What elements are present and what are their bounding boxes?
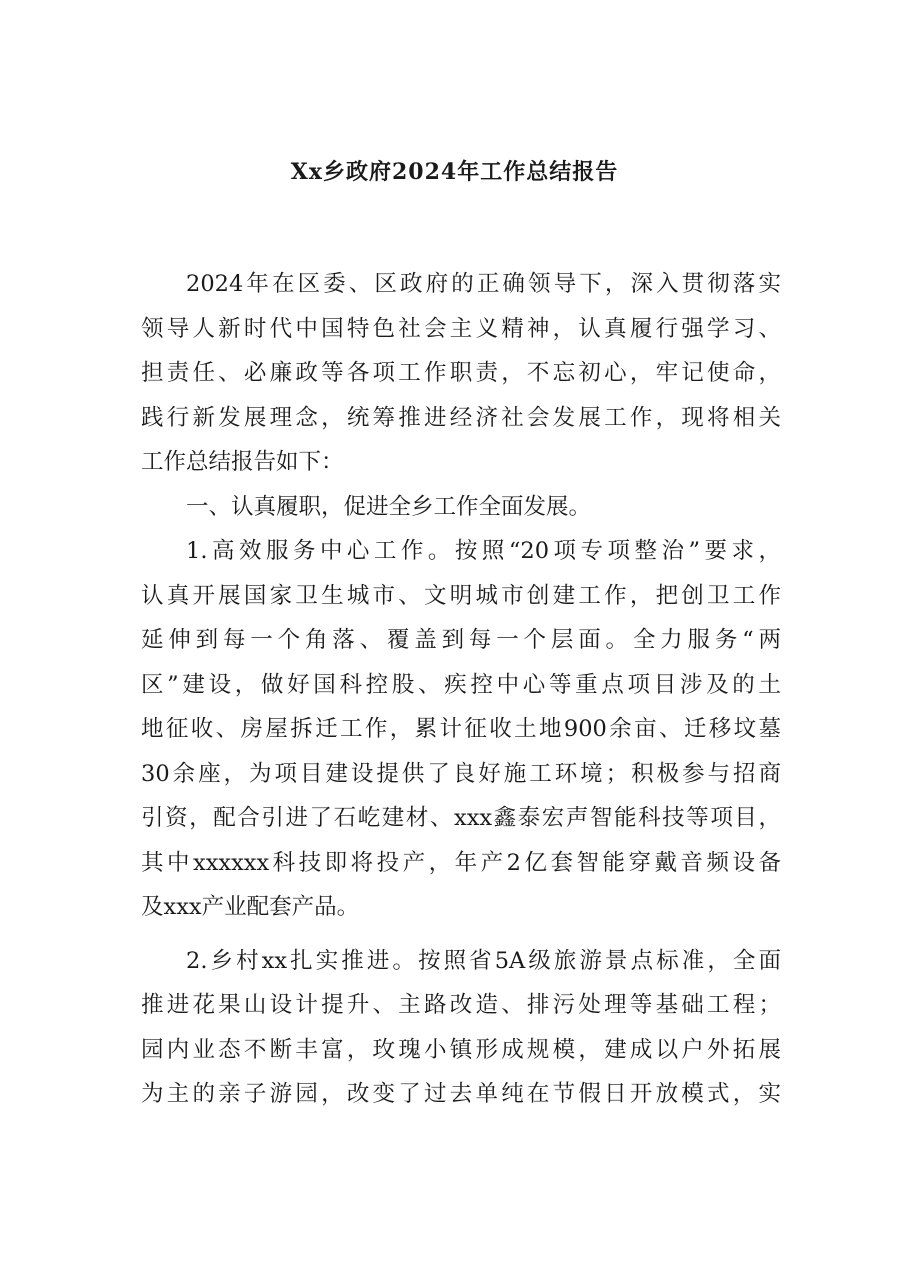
text-line: 区”建设，做好国科控股、疾控中心等重点项目涉及的土 <box>141 671 781 698</box>
text-line: 其中xxxxxx科技即将投产，年产2亿套智能穿戴音频设备 <box>141 849 781 876</box>
text-line: 担责任、必廉政等各项工作职责，不忘初心，牢记使命， <box>141 360 781 386</box>
document-body <box>141 262 781 1117</box>
text-line: 认真开展国家卫生城市、文明城市创建工作，把创卫工作 <box>141 582 781 609</box>
document-title: Xx乡政府2024年工作总结报告 <box>290 159 619 185</box>
text-line: 延伸到每一个角落、覆盖到每一个层面。全力服务“两 <box>141 627 781 653</box>
text-line: 推进花果山设计提升、主路改造、排污处理等基础工程； <box>141 992 781 1018</box>
text-line: 2.乡村xx扎实推进。按照省5A级旅游景点标准，全面 <box>186 947 781 974</box>
text-line: 领导人新时代中国特色社会主义精神，认真履行强学习、 <box>141 315 781 342</box>
text-line: 引资，配合引进了石屹建材、xxx鑫泰宏声智能科技等项目， <box>141 805 781 831</box>
text-line: 2024年在区委、区政府的正确领导下，深入贯彻落实 <box>186 271 781 297</box>
paragraph-gap <box>141 930 781 939</box>
text-line: 30余座，为项目建设提供了良好施工环境；积极参与招商 <box>141 760 781 787</box>
text-line: 工作总结报告如下： <box>141 449 344 475</box>
text-line: 践行新发展理念，统筹推进经济社会发展工作，现将相关 <box>141 404 781 431</box>
text-line: 地征收、房屋拆迁工作，累计征收土地900余亩、迁移坟墓 <box>141 716 781 742</box>
text-line: 及xxx产业配套产品。 <box>141 894 360 920</box>
text-line: 园内业态不断丰富，玫瑰小镇形成规模，建成以户外拓展 <box>141 1036 781 1063</box>
text-line: 为主的亲子游园，改变了过去单纯在节假日开放模式，实 <box>141 1081 781 1107</box>
section-heading: 一、认真履职，促进全乡工作全面发展。 <box>186 493 592 520</box>
text-line: 1.高效服务中心工作。按照“20项专项整治”要求， <box>186 538 781 564</box>
